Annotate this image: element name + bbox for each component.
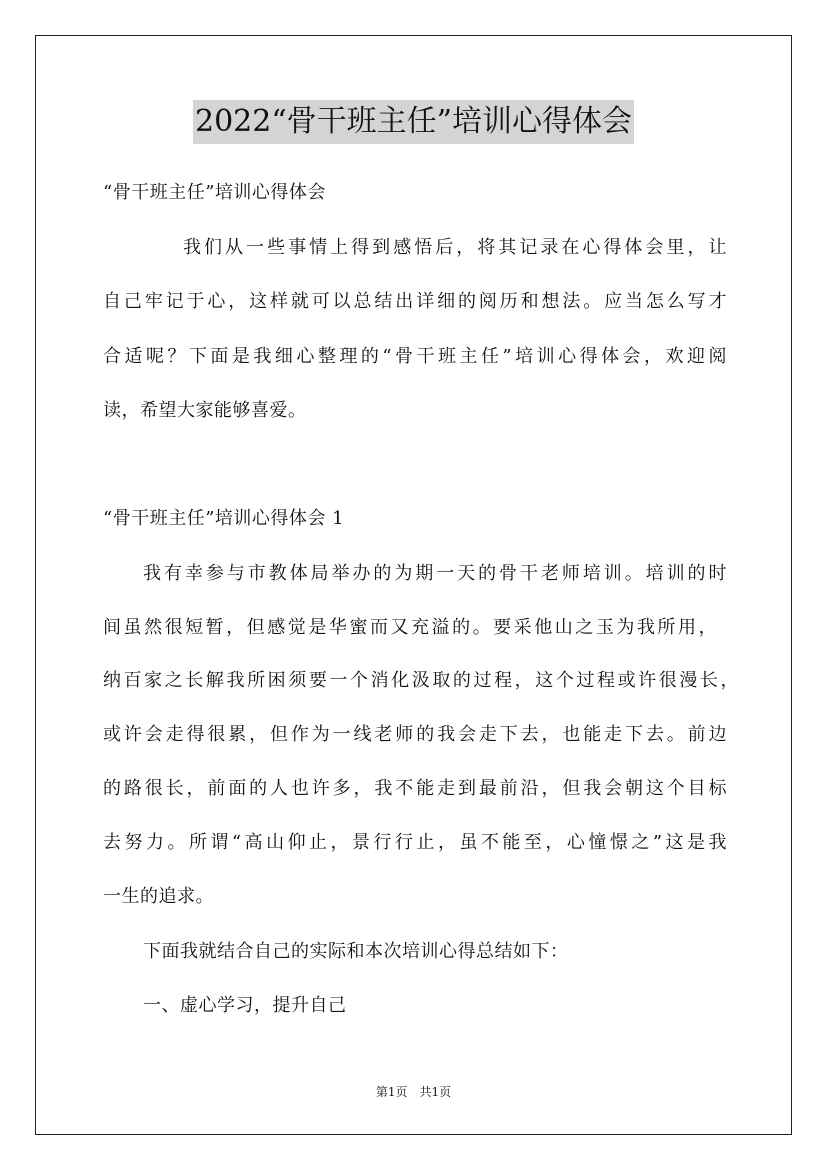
point-heading-1: 一、虚心学习，提升自己	[143, 995, 347, 1016]
section1-line-2: 间虽然很短暂，但感觉是华蜜而又充溢的。要采他山之玉为我所用，	[103, 617, 717, 638]
summary-line: 下面我就结合自己的实际和本次培训心得总结如下：	[143, 941, 569, 962]
section-heading-1: “骨干班主任”培训心得体会 1	[103, 508, 345, 529]
section1-line-3: 纳百家之长解我所困须要一个消化汲取的过程，这个过程或许很漫长，	[103, 670, 739, 691]
section1-line-7: 一生的追求。	[103, 886, 214, 907]
intro-line-1: 我们从一些事情上得到感悟后，将其记录在心得体会里，让	[183, 237, 727, 258]
subtitle: “骨干班主任”培训心得体会	[103, 182, 326, 203]
intro-line-2: 自己牢记于心，这样就可以总结出详细的阅历和想法。应当怎么写才	[103, 291, 727, 312]
intro-line-3: 合适呢？下面是我细心整理的“骨干班主任”培训心得体会，欢迎阅	[103, 346, 727, 367]
section1-line-1: 我有幸参与市教体局举办的为期一天的骨干老师培训。培训的时	[143, 563, 727, 584]
section1-line-5: 的路很长，前面的人也许多，我不能走到最前沿，但我会朝这个目标	[103, 778, 727, 799]
document-title: 2022“骨干班主任”培训心得体会	[193, 100, 634, 144]
page-number-footer: 第1页 共1页	[375, 1085, 452, 1099]
section1-line-4: 或许会走得很累，但作为一线老师的我会走下去，也能走下去。前边	[103, 724, 727, 745]
intro-line-4: 读，希望大家能够喜爱。	[103, 400, 307, 421]
section1-line-6: 去努力。所谓“高山仰止，景行行止，虽不能至，心憧憬之”这是我	[103, 832, 727, 853]
title-container	[0, 100, 827, 144]
